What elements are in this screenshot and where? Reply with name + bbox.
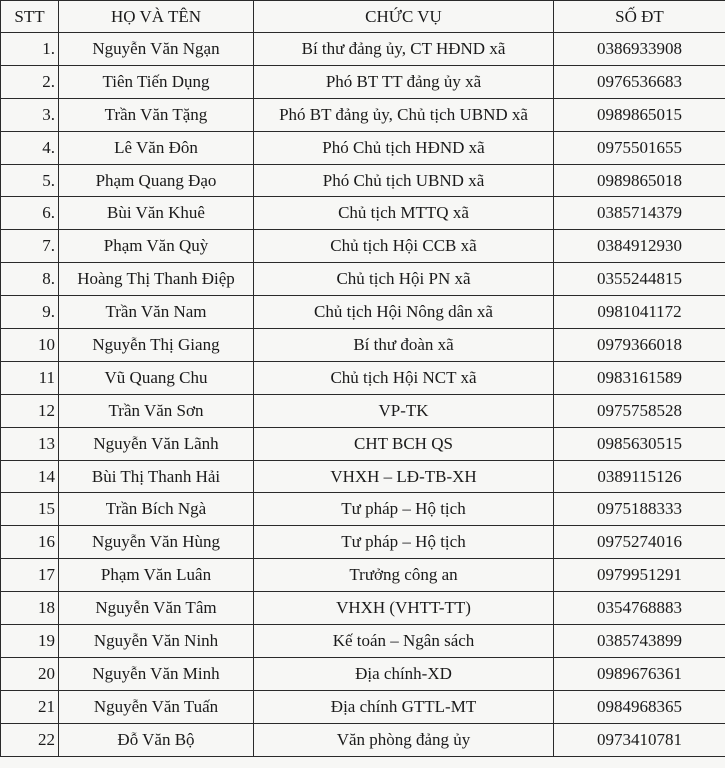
table-row	[1, 690, 725, 723]
cell-phone: 0985630515	[554, 427, 725, 460]
cell-stt: 12	[1, 394, 59, 427]
cell-phone: 0355244815	[554, 263, 725, 296]
cell-stt: 9.	[1, 296, 59, 329]
cell-phone: 0981041172	[554, 296, 725, 329]
header-phone: SỐ ĐT	[554, 1, 725, 33]
table-header	[1, 1, 725, 33]
cell-stt: 20	[1, 657, 59, 690]
cell-stt: 6.	[1, 197, 59, 230]
cell-name: Trần Bích Ngà	[59, 493, 254, 526]
table-row	[1, 427, 725, 460]
table-row	[1, 263, 725, 296]
cell-role: Tư pháp – Hộ tịch	[254, 493, 554, 526]
cell-role: Bí thư đảng ủy, CT HĐND xã	[254, 33, 554, 66]
cell-phone: 0983161589	[554, 361, 725, 394]
cell-stt: 7.	[1, 230, 59, 263]
cell-role: VP-TK	[254, 394, 554, 427]
table-row	[1, 164, 725, 197]
cell-stt: 11	[1, 361, 59, 394]
cell-stt: 10	[1, 329, 59, 362]
cell-name: Trần Văn Tặng	[59, 98, 254, 131]
cell-role: Chủ tịch MTTQ xã	[254, 197, 554, 230]
cell-name: Lê Văn Đôn	[59, 131, 254, 164]
cell-name: Nguyễn Văn Minh	[59, 657, 254, 690]
header-stt: STT	[1, 1, 59, 33]
cell-name: Hoàng Thị Thanh Điệp	[59, 263, 254, 296]
cell-name: Nguyễn Văn Ninh	[59, 625, 254, 658]
table-row	[1, 657, 725, 690]
table-row	[1, 230, 725, 263]
cell-stt: 16	[1, 526, 59, 559]
cell-stt: 8.	[1, 263, 59, 296]
cell-role: Chủ tịch Hội Nông dân xã	[254, 296, 554, 329]
cell-stt: 18	[1, 592, 59, 625]
cell-role: Phó BT đảng ủy, Chủ tịch UBND xã	[254, 98, 554, 131]
table-row	[1, 460, 725, 493]
cell-phone: 0354768883	[554, 592, 725, 625]
cell-stt: 2.	[1, 65, 59, 98]
cell-stt: 17	[1, 559, 59, 592]
cell-role: Văn phòng đảng ủy	[254, 723, 554, 756]
cell-phone: 0979951291	[554, 559, 725, 592]
cell-stt: 1.	[1, 33, 59, 66]
cell-stt: 22	[1, 723, 59, 756]
cell-name: Nguyễn Thị Giang	[59, 329, 254, 362]
table-row	[1, 361, 725, 394]
cell-stt: 13	[1, 427, 59, 460]
cell-role: Địa chính-XD	[254, 657, 554, 690]
cell-phone: 0389115126	[554, 460, 725, 493]
cell-phone: 0975188333	[554, 493, 725, 526]
cell-role: Phó Chủ tịch UBND xã	[254, 164, 554, 197]
cell-name: Trần Văn Sơn	[59, 394, 254, 427]
cell-phone: 0975501655	[554, 131, 725, 164]
cell-role: VHXH – LĐ-TB-XH	[254, 460, 554, 493]
cell-stt: 15	[1, 493, 59, 526]
cell-phone: 0976536683	[554, 65, 725, 98]
table-row	[1, 98, 725, 131]
table-row	[1, 131, 725, 164]
cell-phone: 0386933908	[554, 33, 725, 66]
table-row	[1, 394, 725, 427]
cell-phone: 0975758528	[554, 394, 725, 427]
cell-name: Phạm Văn Quỳ	[59, 230, 254, 263]
cell-name: Nguyễn Văn Tuấn	[59, 690, 254, 723]
cell-role: Chủ tịch Hội CCB xã	[254, 230, 554, 263]
cell-name: Phạm Văn Luân	[59, 559, 254, 592]
header-role: CHỨC VỤ	[254, 1, 554, 33]
cell-role: Chủ tịch Hội PN xã	[254, 263, 554, 296]
cell-role: Bí thư đoàn xã	[254, 329, 554, 362]
cell-stt: 3.	[1, 98, 59, 131]
header-name: HỌ VÀ TÊN	[59, 1, 254, 33]
cell-role: Kế toán – Ngân sách	[254, 625, 554, 658]
cell-phone: 0975274016	[554, 526, 725, 559]
table-row	[1, 33, 725, 66]
cell-phone: 0979366018	[554, 329, 725, 362]
table-row	[1, 296, 725, 329]
cell-phone: 0989865015	[554, 98, 725, 131]
table-row	[1, 723, 725, 756]
cell-name: Phạm Quang Đạo	[59, 164, 254, 197]
table-row	[1, 329, 725, 362]
table-row	[1, 526, 725, 559]
cell-name: Bùi Thị Thanh Hải	[59, 460, 254, 493]
table-row	[1, 625, 725, 658]
table-body	[1, 33, 725, 757]
table-row	[1, 559, 725, 592]
cell-role: Phó Chủ tịch HĐND xã	[254, 131, 554, 164]
cell-name: Tiên Tiến Dụng	[59, 65, 254, 98]
cell-stt: 19	[1, 625, 59, 658]
cell-phone: 0984968365	[554, 690, 725, 723]
header-row	[1, 1, 725, 33]
cell-phone: 0989865018	[554, 164, 725, 197]
cell-phone: 0385714379	[554, 197, 725, 230]
table-row	[1, 197, 725, 230]
cell-role: Tư pháp – Hộ tịch	[254, 526, 554, 559]
cell-name: Bùi Văn Khuê	[59, 197, 254, 230]
cell-name: Đỗ Văn Bộ	[59, 723, 254, 756]
cell-role: Trưởng công an	[254, 559, 554, 592]
table-row	[1, 592, 725, 625]
table-row	[1, 65, 725, 98]
cell-phone: 0989676361	[554, 657, 725, 690]
cell-phone: 0384912930	[554, 230, 725, 263]
cell-role: Địa chính GTTL-MT	[254, 690, 554, 723]
cell-role: CHT BCH QS	[254, 427, 554, 460]
cell-stt: 5.	[1, 164, 59, 197]
cell-role: VHXH (VHTT-TT)	[254, 592, 554, 625]
cell-name: Trần Văn Nam	[59, 296, 254, 329]
cell-stt: 14	[1, 460, 59, 493]
cell-phone: 0973410781	[554, 723, 725, 756]
cell-name: Vũ Quang Chu	[59, 361, 254, 394]
cell-name: Nguyễn Văn Tâm	[59, 592, 254, 625]
cell-name: Nguyễn Văn Hùng	[59, 526, 254, 559]
cell-role: Chủ tịch Hội NCT xã	[254, 361, 554, 394]
cell-name: Nguyễn Văn Ngạn	[59, 33, 254, 66]
cell-stt: 21	[1, 690, 59, 723]
cell-stt: 4.	[1, 131, 59, 164]
table-row	[1, 493, 725, 526]
cell-phone: 0385743899	[554, 625, 725, 658]
cell-name: Nguyễn Văn Lãnh	[59, 427, 254, 460]
cell-role: Phó BT TT đảng ủy xã	[254, 65, 554, 98]
